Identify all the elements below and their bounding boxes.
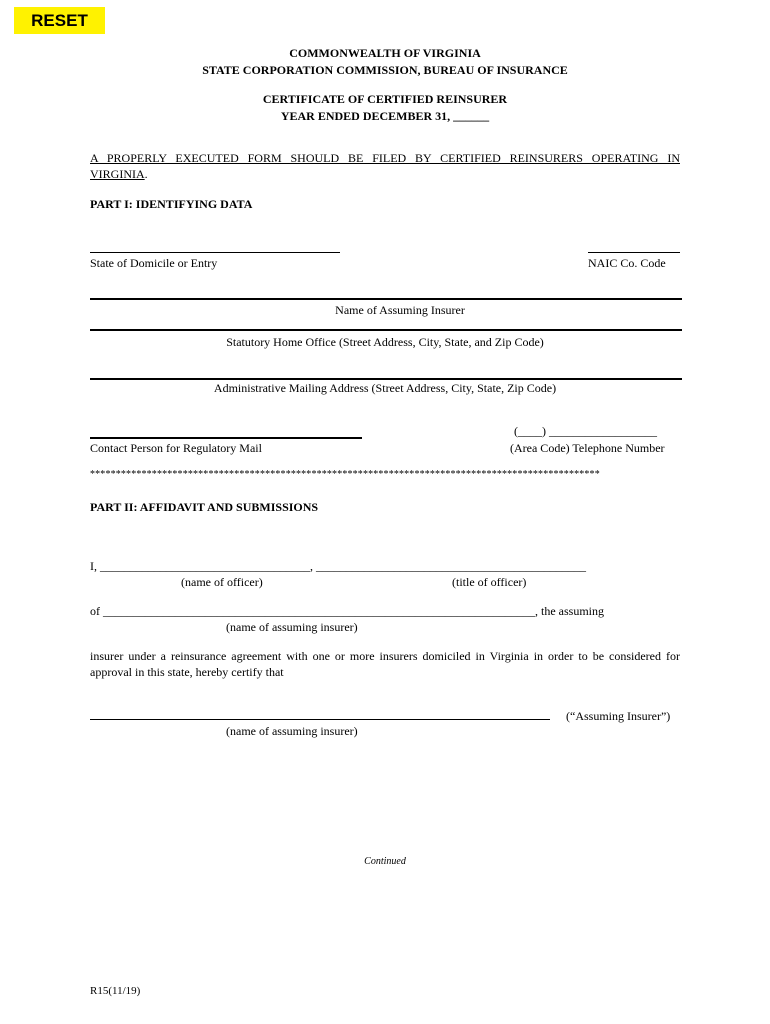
- contact-person-input[interactable]: [90, 422, 362, 438]
- mailing-address-input[interactable]: [90, 362, 680, 378]
- notice-text-1: A PROPERLY EXECUTED FORM SHOULD BE FILED BY CERTIFIED REINSURERS OPERATING IN: [90, 151, 680, 165]
- continued-label: Continued: [364, 856, 406, 867]
- assuming-insurer-quote: (“Assuming Insurer”): [566, 709, 671, 723]
- of-insurer-line[interactable]: of ________________________________________________________________________, the assuming: [90, 604, 604, 618]
- mailing-address-line: [90, 378, 682, 380]
- state-domicile-line: [90, 252, 340, 253]
- certify-paragraph-line-1: insurer under a reinsurance agreement with one or more insurers domiciled in Virginia in order to be considered for: [90, 649, 680, 663]
- insurer-name-label-2: (name of assuming insurer): [226, 724, 358, 738]
- notice-line-1: [90, 151, 680, 166]
- part1-heading: PART I: IDENTIFYING DATA: [90, 197, 253, 211]
- reset-button[interactable]: RESET: [14, 7, 105, 34]
- form-year: YEAR ENDED DECEMBER 31, ______: [280, 109, 490, 123]
- state-domicile-label: State of Domicile or Entry: [90, 256, 218, 270]
- header-line-1: COMMONWEALTH OF VIRGINIA: [289, 46, 481, 60]
- assuming-insurer-name-line: [90, 719, 550, 720]
- telephone-label: (Area Code) Telephone Number: [510, 441, 665, 455]
- home-office-input[interactable]: [90, 313, 680, 329]
- form-title: CERTIFICATE OF CERTIFIED REINSURER: [262, 92, 508, 106]
- notice-line-2: [90, 167, 148, 182]
- insurer-name-label: (name of assuming insurer): [226, 620, 358, 634]
- certify-paragraph-line-2: approval in this state, hereby certify that: [90, 665, 284, 679]
- assuming-insurer-line: [90, 298, 682, 300]
- naic-code-line: [588, 252, 680, 253]
- telephone-field[interactable]: (____) __________________: [514, 424, 657, 438]
- part2-heading: PART II: AFFIDAVIT AND SUBMISSIONS: [90, 500, 319, 514]
- officer-name-label: (name of officer): [181, 575, 263, 589]
- separator: ***************************************************************************************************: [90, 469, 600, 480]
- assuming-insurer-input[interactable]: [90, 282, 680, 298]
- notice-text-2: VIRGINIA: [90, 167, 145, 181]
- home-office-line: [90, 329, 682, 331]
- header-line-2: STATE CORPORATION COMMISSION, BUREAU OF INSURANCE: [202, 63, 568, 77]
- assuming-insurer-label: Name of Assuming Insurer: [335, 303, 465, 317]
- naic-code-input[interactable]: [588, 236, 680, 252]
- officer-line[interactable]: I, ___________________________________, _____________________________________________: [90, 559, 586, 573]
- mailing-address-label: Administrative Mailing Address (Street Address, City, State, Zip Code): [213, 381, 557, 395]
- assuming-insurer-name-input[interactable]: [90, 703, 550, 719]
- form-code: R15(11/19): [90, 985, 141, 997]
- contact-person-label: Contact Person for Regulatory Mail: [90, 441, 262, 455]
- officer-title-label: (title of officer): [452, 575, 527, 589]
- naic-code-label: NAIC Co. Code: [588, 256, 666, 270]
- contact-person-line: [90, 437, 362, 439]
- home-office-label: Statutory Home Office (Street Address, City, State, and Zip Code): [226, 335, 544, 349]
- notice-period: .: [144, 167, 148, 181]
- state-domicile-input[interactable]: [90, 236, 340, 252]
